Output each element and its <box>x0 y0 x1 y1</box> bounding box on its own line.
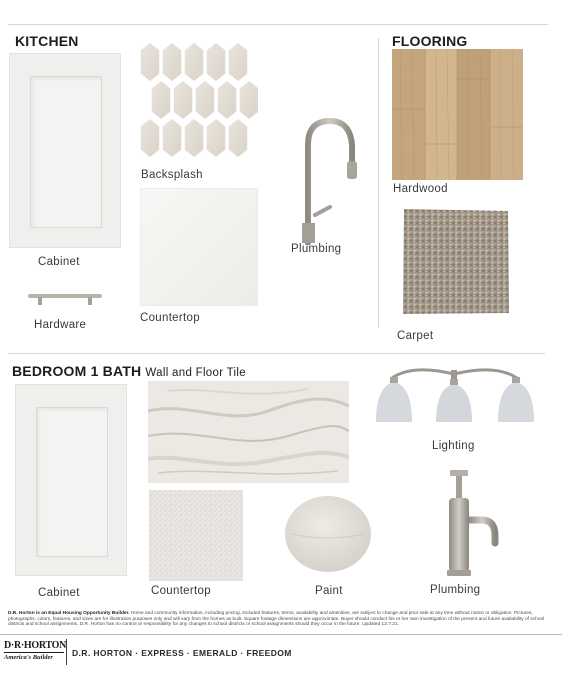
hardwood-label: Hardwood <box>393 183 448 195</box>
kitchen-countertop-label: Countertop <box>140 312 200 324</box>
dr-horton-logo <box>4 640 67 666</box>
flooring-heading: FLOORING <box>392 33 468 49</box>
bath-plumbing-label: Plumbing <box>430 584 481 596</box>
disclaimer-body: Home and community information, including pricing, included features, terms, availability and amenities, are subject to change and prior sale at any time without notice or obligation. Pictures, photographs, colors, features, and sizes are for illustration purposes only and will vary from the homes as built. Square footage dimensions are approximate. Buyer should conduct his or her own investigation of the present and future availability of school districts and school assignments. D.R. Horton has no control or responsibility for any changes to school districts or school assignments should they occur in the future. Updated 12.7.21. <box>8 611 545 627</box>
lighting-label: Lighting <box>432 440 475 452</box>
bath-subtitle: Wall and Floor Tile <box>145 367 246 379</box>
backsplash-image <box>138 40 258 165</box>
legal-disclaimer <box>8 611 560 628</box>
carpet-label: Carpet <box>397 330 434 342</box>
paint-label: Paint <box>315 585 343 597</box>
middle-divider <box>8 353 545 354</box>
wall-floor-tile-image <box>148 381 349 483</box>
footer-brands: D.R. HORTON · EXPRESS · EMERALD · FREEDOM <box>72 648 292 658</box>
kitchen-countertop-image <box>140 188 258 306</box>
bath-countertop-label: Countertop <box>151 585 211 597</box>
logo-tagline: America's Builder <box>4 654 53 661</box>
carpet-image <box>401 207 511 317</box>
lighting-image <box>372 364 537 424</box>
bath-countertop-image <box>149 490 243 581</box>
bath-heading <box>12 363 246 379</box>
bath-title: BEDROOM 1 BATH <box>12 363 142 379</box>
logo-wordmark: D·R·HORTON <box>4 640 67 651</box>
hardwood-image <box>392 49 523 180</box>
top-divider <box>8 24 548 25</box>
paint-swatch-image <box>283 494 373 574</box>
kitchen-cabinet-image <box>9 53 121 248</box>
bath-faucet-image <box>440 468 500 578</box>
bath-cabinet-image <box>15 384 127 576</box>
hardware-label: Hardware <box>34 319 87 331</box>
kitchen-cabinet-label: Cabinet <box>38 256 80 268</box>
footer-divider <box>0 634 562 635</box>
footer-logo-separator <box>66 639 67 665</box>
disclaimer-lead: D.R. Horton is an Equal Housing Opportunity Builder. <box>8 611 130 616</box>
kitchen-plumbing-label: Plumbing <box>291 243 342 255</box>
section-divider-vertical <box>378 38 379 328</box>
bath-cabinet-label: Cabinet <box>38 587 80 599</box>
kitchen-faucet-image <box>290 115 360 245</box>
kitchen-heading: KITCHEN <box>15 33 79 49</box>
backsplash-label: Backsplash <box>141 169 203 181</box>
hardware-image <box>26 292 104 306</box>
